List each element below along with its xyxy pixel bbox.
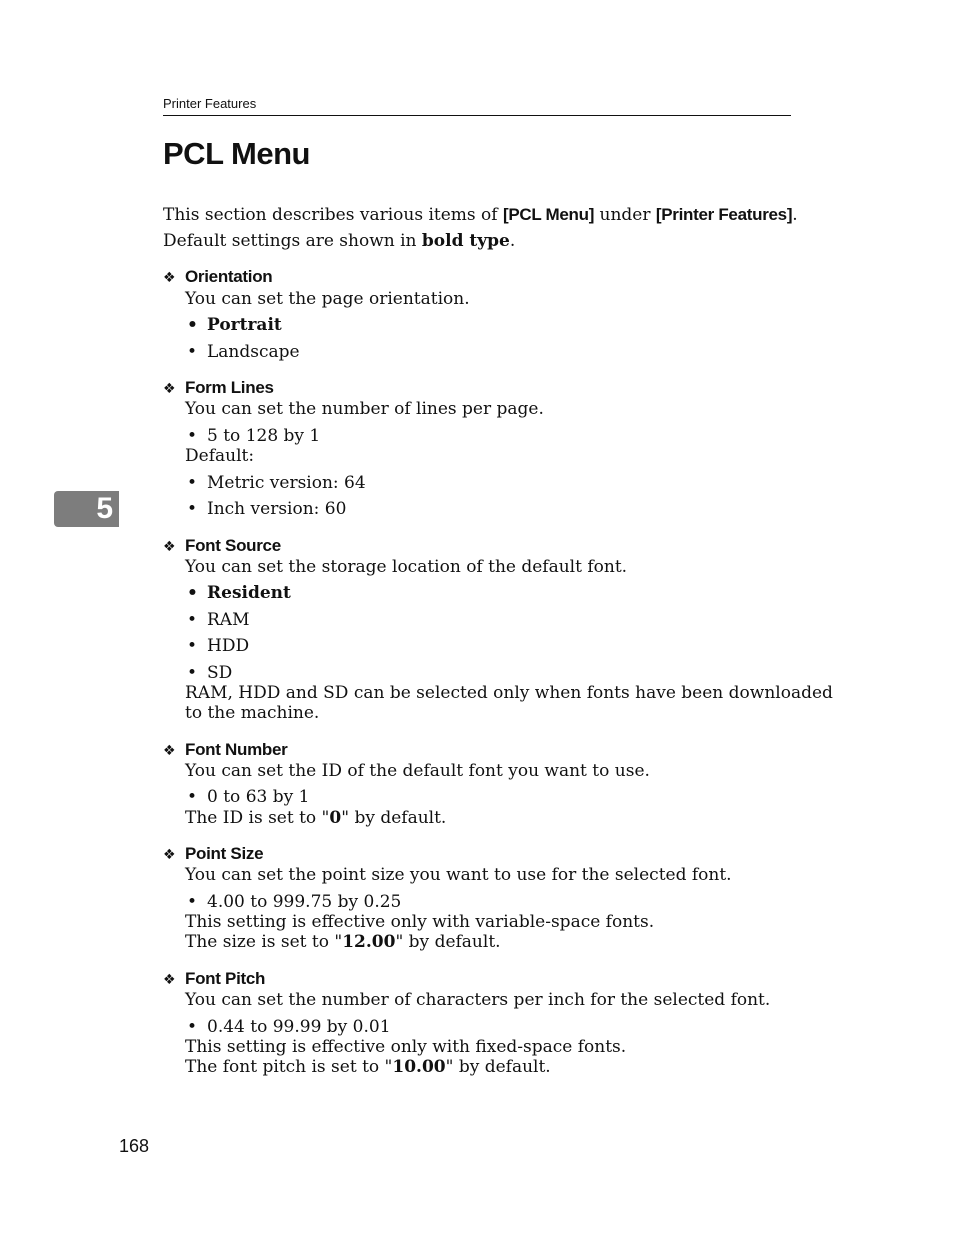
header-rule (163, 115, 791, 116)
diamond-bullet-icon: ❖ (163, 847, 176, 863)
default-value: 12.00 (342, 932, 396, 952)
orientation-desc: You can set the page orientation. (185, 289, 470, 309)
feature-ref: [Printer Features] (655, 205, 793, 224)
list-item: • Inch version: 60 (207, 499, 346, 519)
list-item: • HDD (207, 636, 249, 656)
diamond-bullet-icon: ❖ (163, 270, 176, 286)
heading-label: Point Size (185, 844, 264, 863)
note-text: The size is set to " (185, 932, 343, 952)
chapter-number: 5 (96, 492, 113, 525)
list-item: • RAM (207, 610, 249, 630)
default-label: Default: (185, 446, 255, 466)
list-item: • Portrait (207, 315, 282, 335)
font-pitch-desc: You can set the number of characters per inch for the selected font. (185, 990, 771, 1010)
section-heading-orientation (163, 267, 272, 288)
default-value: 10.00 (392, 1057, 446, 1077)
note-text: " by default. (395, 932, 501, 952)
note-text: " by default. (445, 1057, 551, 1077)
heading-label: Font Number (185, 740, 288, 759)
note-text: The ID is set to " (185, 808, 330, 828)
font-source-note: RAM, HDD and SD can be selected only when fonts have been downloaded (185, 683, 833, 703)
point-size-default-note (185, 932, 501, 952)
section-heading-point-size (163, 844, 263, 865)
intro-text: . (792, 205, 798, 225)
heading-label: Orientation (185, 267, 273, 286)
font-number-note (185, 808, 446, 828)
font-pitch-default-note (185, 1057, 551, 1077)
section-heading-form-lines (163, 378, 274, 399)
list-item: • 0.44 to 99.99 by 0.01 (207, 1017, 391, 1037)
diamond-bullet-icon: ❖ (163, 539, 176, 555)
heading-label: Font Pitch (185, 969, 266, 988)
list-item: • 0 to 63 by 1 (207, 787, 309, 807)
intro-text: . (509, 231, 516, 251)
section-heading-font-number (163, 740, 287, 761)
note-text: The font pitch is set to " (185, 1057, 393, 1077)
point-size-desc: You can set the point size you want to use for the selected font. (185, 865, 732, 885)
note-text: " by default. (341, 808, 447, 828)
form-lines-desc: You can set the number of lines per page. (185, 399, 544, 419)
list-item: • SD (207, 663, 232, 683)
font-pitch-note: This setting is effective only with fixed-space fonts. (185, 1037, 627, 1057)
heading-label: Form Lines (185, 378, 274, 397)
intro-line-1 (163, 205, 798, 225)
font-source-desc: You can set the storage location of the default font. (185, 557, 628, 577)
list-item: • Landscape (207, 342, 300, 362)
section-heading-font-source (163, 536, 281, 557)
chapter-tab (54, 491, 119, 527)
heading-label: Font Source (185, 536, 281, 555)
page-number: 168 (119, 1136, 150, 1156)
list-item: • Metric version: 64 (207, 473, 366, 493)
point-size-note: This setting is effective only with variable-space fonts. (185, 912, 655, 932)
intro-line-2 (163, 231, 515, 251)
list-item: • 5 to 128 by 1 (207, 426, 320, 446)
intro-text: under (594, 205, 656, 225)
page-title: PCL Menu (163, 136, 310, 171)
diamond-bullet-icon: ❖ (163, 743, 176, 759)
font-source-note: to the machine. (185, 703, 320, 723)
bold-type-example: bold type (421, 231, 510, 251)
list-item: • Resident (207, 583, 291, 603)
menu-ref: [PCL Menu] (502, 205, 595, 224)
running-header: Printer Features (163, 96, 257, 111)
default-value: 0 (329, 808, 342, 828)
diamond-bullet-icon: ❖ (163, 972, 176, 988)
list-item: • 4.00 to 999.75 by 0.25 (207, 892, 401, 912)
intro-text: This section describes various items of (163, 205, 503, 225)
intro-text: Default settings are shown in (163, 231, 422, 251)
section-heading-font-pitch (163, 969, 265, 990)
diamond-bullet-icon: ❖ (163, 381, 176, 397)
font-number-desc: You can set the ID of the default font you want to use. (185, 761, 650, 781)
